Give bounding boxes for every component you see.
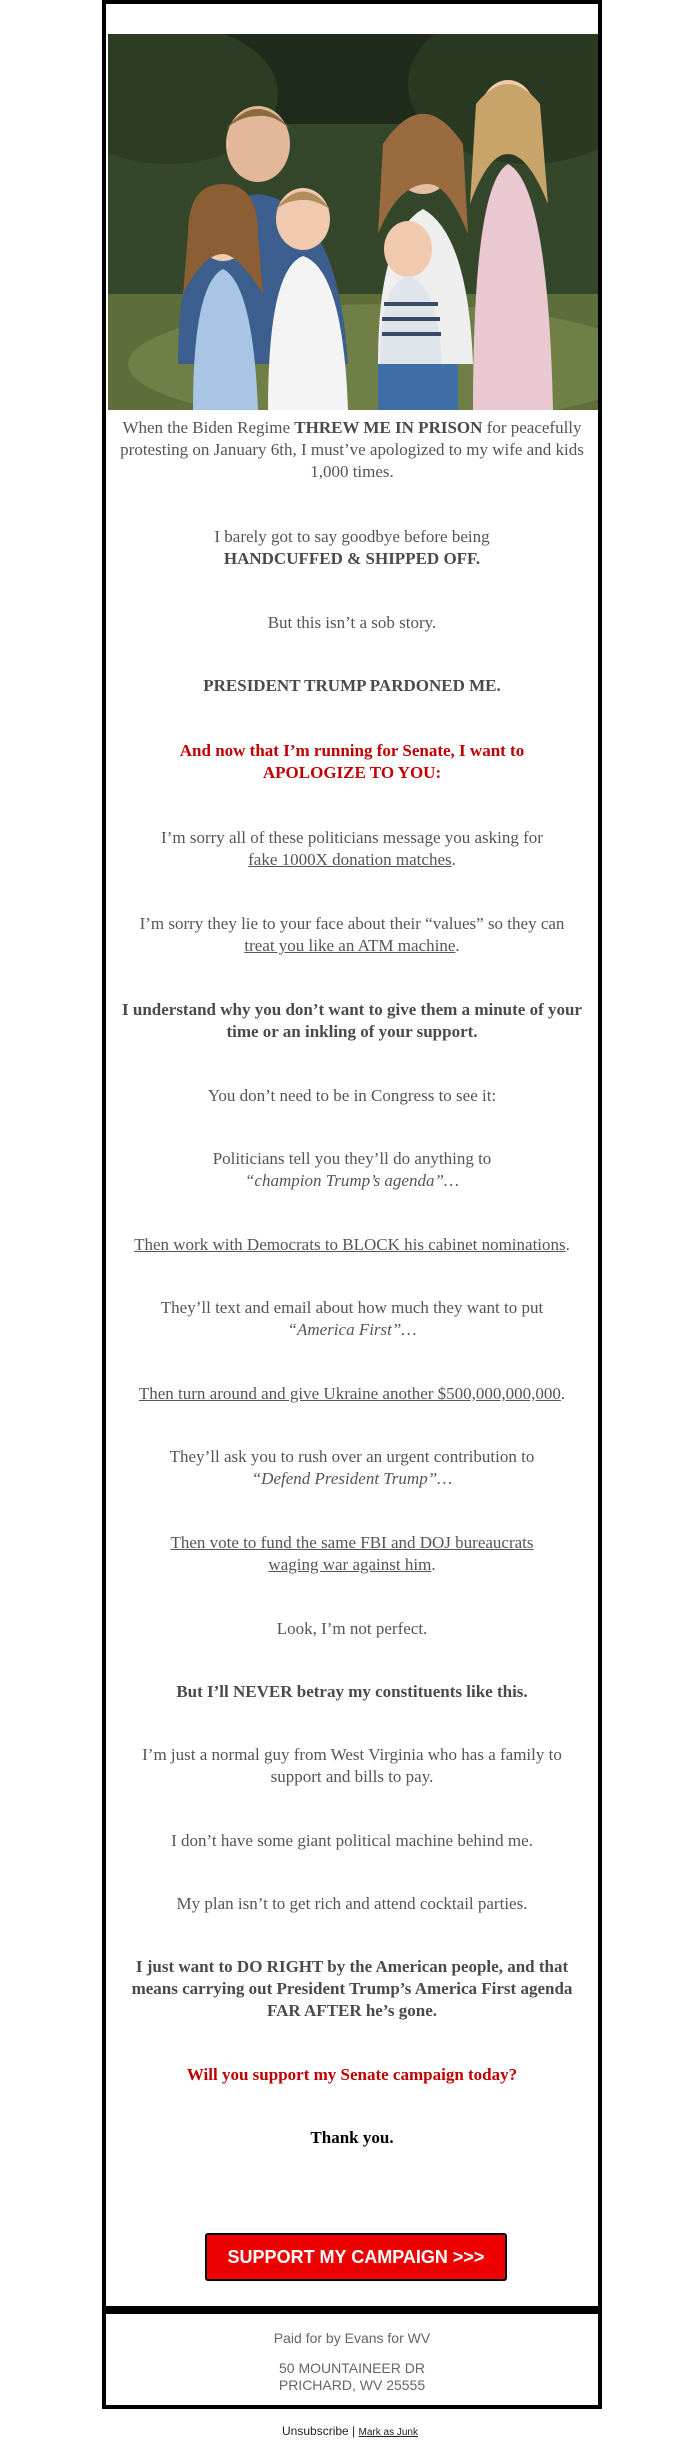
email-frame xyxy=(102,0,602,2409)
mark-as-junk-link[interactable]: Mark as Junk xyxy=(358,2427,418,2438)
intro-text-b: THREW ME IN PRISON xyxy=(294,418,483,437)
address-line-1: 50 MOUNTAINEER DR xyxy=(279,2360,425,2376)
support-question: Will you support my Senate campaign today? xyxy=(186,2065,518,2084)
pardoned-text: PRESIDENT TRUMP PARDONED ME. xyxy=(203,676,501,695)
ukraine-link[interactable]: Then turn around and give Ukraine another $500,000,000,000 xyxy=(138,1384,561,1403)
thank-you-paragraph xyxy=(106,2127,598,2149)
apologize-paragraph xyxy=(106,740,598,784)
goodbye-text-a: I barely got to say goodbye before being xyxy=(214,527,490,546)
fbi-period: . xyxy=(431,1555,436,1574)
atm-machine-link[interactable]: treat you like an ATM machine xyxy=(244,936,456,955)
paid-for-by: Paid for by Evans for WV xyxy=(273,2330,431,2346)
perfect-paragraph: Look, I’m not perfect. xyxy=(276,1619,428,1638)
section-divider xyxy=(106,2306,598,2314)
block-nominations-link[interactable]: Then work with Democrats to BLOCK his cabinet nominations xyxy=(134,1235,566,1254)
ukraine-paragraph xyxy=(106,1383,598,1405)
intro-paragraph xyxy=(106,417,598,483)
support-campaign-button[interactable]: SUPPORT MY CAMPAIGN >>> xyxy=(205,2233,507,2281)
text-email-text-a: They’ll text and email about how much they want to put xyxy=(160,1298,544,1317)
plan-paragraph: My plan isn’t to get rich and attend cocktail parties. xyxy=(176,1894,528,1913)
ukraine-period: . xyxy=(560,1384,566,1403)
democrats-paragraph xyxy=(106,1234,598,1256)
politicians-paragraph xyxy=(106,1148,598,1192)
sorry1-text-a: I’m sorry all of these politicians message you asking for xyxy=(161,828,543,847)
fbi-link-a[interactable]: Then vote to fund the same FBI and DOJ bureaucrats xyxy=(170,1533,534,1552)
unsubscribe-bar xyxy=(0,2424,700,2438)
sorry2-period: . xyxy=(455,936,460,955)
sob-story-paragraph: But this isn’t a sob story. xyxy=(267,613,437,632)
intro-text-c: for peacefully protesting on January 6th, I must’ve apologized to my wife and kids 1,000 times. xyxy=(120,418,584,481)
thank-you-text: Thank you. xyxy=(310,2128,394,2147)
sorry-donation-paragraph xyxy=(106,827,598,871)
intro-text-a: When the Biden Regime xyxy=(122,418,295,437)
unsubscribe-separator: | xyxy=(348,2424,359,2438)
sorry-values-paragraph xyxy=(106,913,598,957)
pardoned-paragraph xyxy=(106,675,598,697)
machine-paragraph: I don’t have some giant political machine behind me. xyxy=(171,1831,533,1850)
democrats-period: . xyxy=(565,1235,570,1254)
understand-paragraph xyxy=(106,999,598,1043)
address-line-2: PRICHARD, WV 25555 xyxy=(278,2377,426,2393)
do-right-paragraph xyxy=(106,1956,598,2022)
fbi-link-b[interactable]: waging war against him xyxy=(268,1555,432,1574)
politicians-text-a: Politicians tell you they’ll do anything to xyxy=(212,1149,492,1168)
do-right-text: I just want to DO RIGHT by the American people, and that means carrying out President Trump’s America First agenda FAR AFTER he’s gone. xyxy=(131,1957,573,2020)
apologize-text-a: And now that I’m running for Senate, I want to xyxy=(179,741,525,760)
congress-paragraph: You don’t need to be in Congress to see it: xyxy=(207,1086,497,1105)
text-email-paragraph xyxy=(106,1297,598,1341)
sorry1-period: . xyxy=(451,850,456,869)
normal-guy-paragraph: I’m just a normal guy from West Virginia who has a family to support and bills to pay. xyxy=(142,1745,562,1786)
text-email-text-b: “America First”… xyxy=(287,1320,417,1339)
unsubscribe-link[interactable]: Unsubscribe xyxy=(282,2424,349,2438)
rush-paragraph xyxy=(106,1446,598,1490)
goodbye-text-b: HANDCUFFED & SHIPPED OFF. xyxy=(223,549,481,568)
goodbye-paragraph xyxy=(106,526,598,570)
fake-matches-link[interactable]: fake 1000X donation matches xyxy=(248,850,452,869)
family-photo xyxy=(108,34,598,410)
never-paragraph xyxy=(106,1681,598,1703)
family-photo-illustration xyxy=(108,34,598,410)
apologize-text-b: APOLOGIZE TO YOU: xyxy=(262,763,442,782)
never-text: But I’ll NEVER betray my constituents like this. xyxy=(176,1682,528,1701)
rush-text-b: “Defend President Trump”… xyxy=(251,1469,453,1488)
rush-text-a: They’ll ask you to rush over an urgent contribution to xyxy=(169,1447,535,1466)
politicians-text-b: “champion Trump’s agenda”… xyxy=(244,1171,460,1190)
fbi-paragraph xyxy=(106,1532,598,1576)
sorry2-text-a: I’m sorry they lie to your face about their “values” so they can xyxy=(139,914,565,933)
understand-text: I understand why you don’t want to give them a minute of your time or an inkling of your support. xyxy=(122,1000,582,1041)
